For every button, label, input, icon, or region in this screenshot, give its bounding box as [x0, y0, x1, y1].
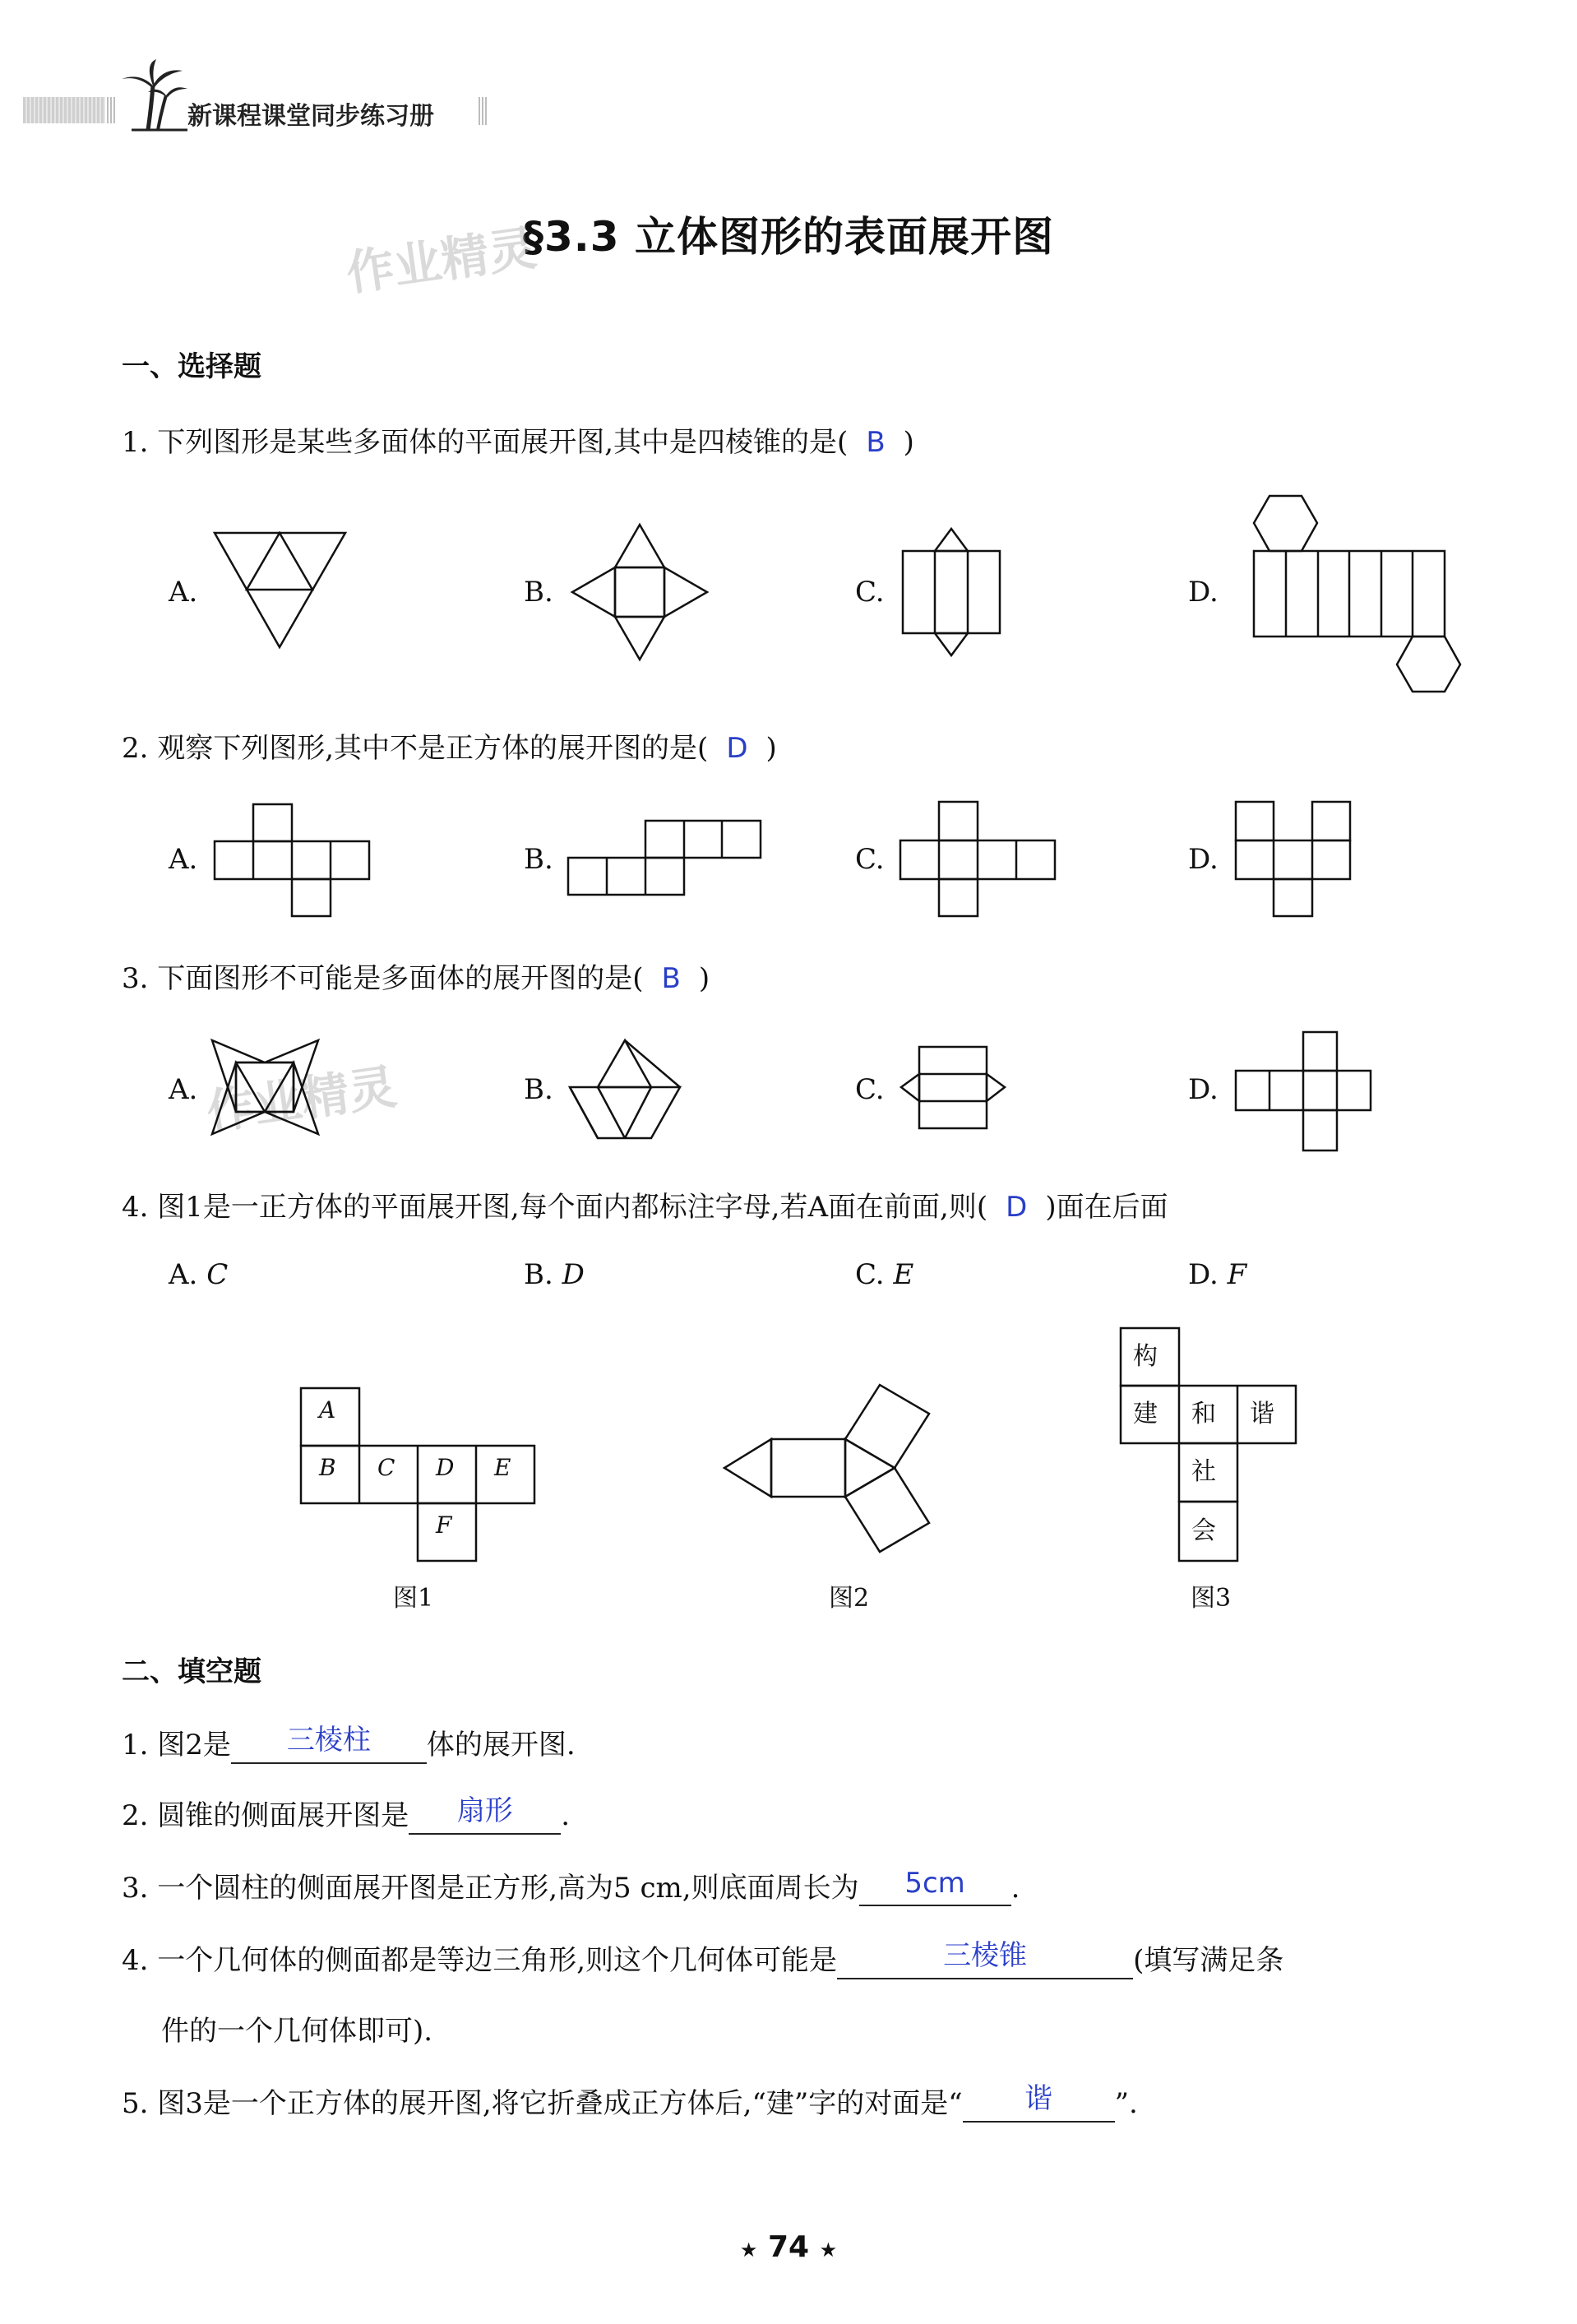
answer-3: B: [661, 962, 681, 995]
fig1-cell: B: [319, 1454, 336, 1481]
q3-figure-b: [567, 1038, 682, 1141]
fig3-cell: 和: [1191, 1400, 1216, 1428]
page-title: §3.3 立体图形的表面展开图: [523, 213, 1054, 261]
q4-option-b: B. D: [524, 1258, 585, 1291]
q2-figure-b: [566, 818, 763, 896]
palm-tree-icon: [115, 58, 189, 132]
answer-2: D: [726, 732, 748, 765]
figure-1-caption: 图1: [393, 1584, 434, 1613]
option-label: A.: [169, 843, 198, 876]
fill-question-1: 1. 图2是 三棱柱 体的展开图.: [122, 1722, 576, 1764]
fill-answer-5: 谐: [1024, 2082, 1053, 2115]
book-title: 新课程课堂同步练习册: [187, 102, 434, 131]
question-3: 3. 下面图形不可能是多面体的展开图的是( B ): [122, 962, 710, 995]
q2-figure-c: [898, 799, 1058, 919]
header-decoration: [23, 97, 105, 123]
q4-option-a: A. C: [169, 1258, 229, 1291]
option-label: D.: [1188, 843, 1219, 876]
figure-2-prism-net: [722, 1375, 936, 1564]
fig1-cell: A: [319, 1396, 336, 1424]
fig1-cell: D: [436, 1454, 455, 1481]
fig3-cell: 建: [1133, 1400, 1158, 1428]
q3-figure-a: [210, 1038, 321, 1137]
fill-answer-1: 三棱柱: [286, 1724, 371, 1757]
watermark: 作业精灵: [343, 220, 540, 302]
option-label: C.: [855, 576, 885, 609]
q3-figure-d: [1233, 1030, 1373, 1153]
option-label: C.: [855, 1073, 885, 1106]
fill-answer-2: 扇形: [456, 1794, 513, 1827]
option-label: C.: [855, 843, 885, 876]
answer-1: B: [866, 426, 886, 459]
question-1: 1. 下列图形是某些多面体的平面展开图,其中是四棱锥的是( B ): [122, 426, 914, 459]
fill-question-2: 2. 圆锥的侧面展开图是 扇形 .: [122, 1793, 570, 1835]
q1-figure-b: [570, 522, 710, 662]
fig3-cell: 构: [1133, 1342, 1158, 1371]
section-heading-fill: 二、填空题: [122, 1655, 261, 1688]
q1-figure-c: [900, 526, 1003, 658]
option-label: A.: [169, 1073, 198, 1106]
fill-question-3: 3. 一个圆柱的侧面展开图是正方形,高为5 cm,则底面周长为 5cm .: [122, 1867, 1020, 1905]
option-label: B.: [524, 576, 553, 609]
watermark: 作业精灵: [203, 1058, 400, 1141]
question-2: 2. 观察下列图形,其中不是正方体的展开图的是( D ): [122, 732, 777, 765]
figure-2-caption: 图2: [829, 1584, 870, 1613]
section-heading-choice: 一、选择题: [122, 350, 261, 383]
q2-figure-a: [212, 802, 372, 919]
option-label: D.: [1188, 576, 1219, 609]
option-label: D.: [1188, 1073, 1219, 1106]
header-decoration: [479, 97, 488, 125]
fill-question-5: 5. 图3是一个正方体的展开图,将它折叠成正方体后,“建”字的对面是“ 谐 ”.: [122, 2081, 1138, 2123]
q1-figure-a: [212, 530, 348, 650]
fig1-cell: C: [377, 1454, 395, 1481]
fill-question-4-line2: 件的一个几何体即可).: [161, 2015, 433, 2048]
q4-option-d: D. F: [1188, 1258, 1247, 1291]
star-icon: ★: [739, 2238, 758, 2262]
fill-answer-4: 三棱锥: [943, 1939, 1028, 1972]
fig3-cell: 谐: [1250, 1400, 1274, 1428]
option-label: B.: [524, 843, 553, 876]
fig3-cell: 社: [1191, 1457, 1216, 1486]
question-4: 4. 图1是一正方体的平面展开图,每个面内都标注字母,若A面在前面,则( D )面在后面: [122, 1191, 1168, 1224]
page-number: ★ 74 ★: [739, 2230, 838, 2264]
fig1-cell: F: [436, 1512, 452, 1539]
answer-4: D: [1006, 1191, 1028, 1224]
q4-option-c: C. E: [855, 1258, 914, 1291]
option-label: B.: [524, 1073, 553, 1106]
star-icon: ★: [819, 2238, 838, 2262]
fig1-cell: E: [494, 1454, 511, 1481]
fill-question-4: 4. 一个几何体的侧面都是等边三角形,则这个几何体可能是 三棱锥 (填写满足条: [122, 1937, 1283, 1979]
option-label: A.: [169, 576, 198, 609]
q3-figure-c: [899, 1044, 1007, 1131]
fig3-cell: 会: [1191, 1516, 1216, 1545]
figure-3-caption: 图3: [1191, 1584, 1232, 1613]
q1-figure-d: [1233, 493, 1464, 695]
fill-answer-3: 5cm: [904, 1867, 965, 1900]
q2-figure-d: [1233, 799, 1353, 919]
